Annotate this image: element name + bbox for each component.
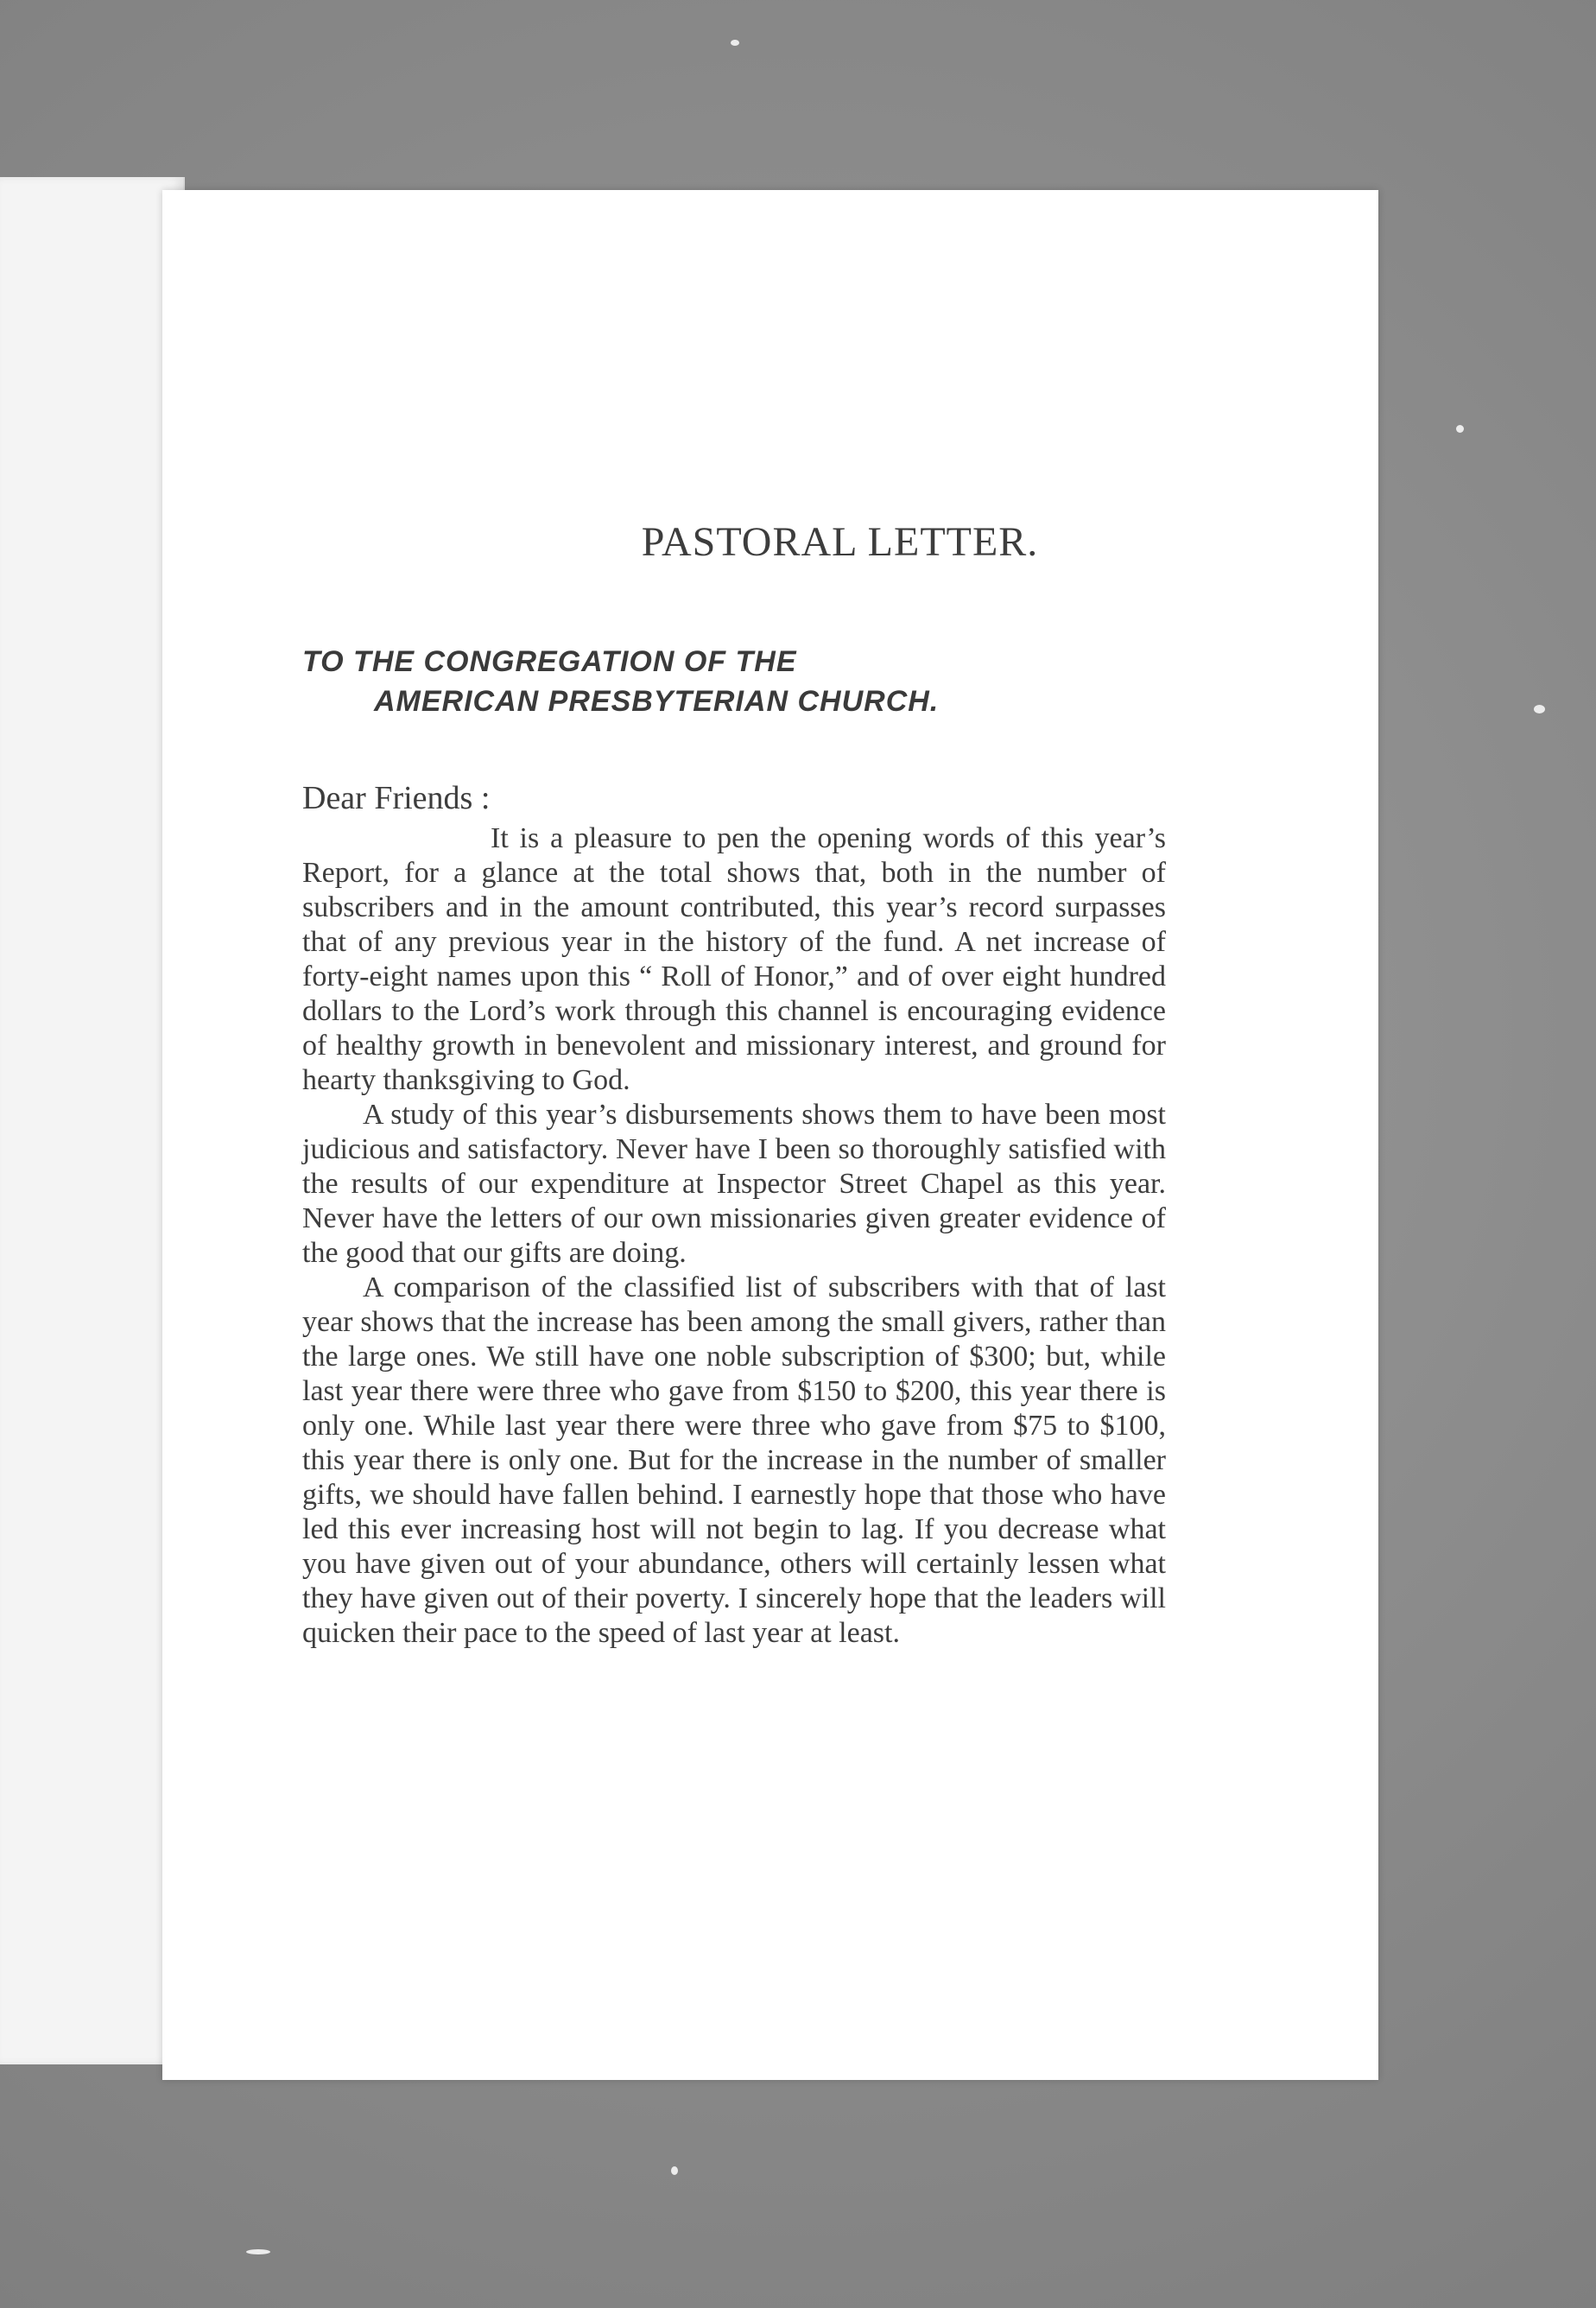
left-page-edge	[0, 177, 185, 2064]
paragraph-2: A study of this year’s disbursements shows them to have been most judicious and satisfactory. Never have I been so thoroughly satisfied with the results of our expenditure at Inspector Street Chapel as this year. Never have the letters of our own missionaries given greater evidence of the good that our gifts are doing.	[302, 1099, 1166, 1269]
page-content	[302, 518, 1313, 1651]
document-page	[162, 190, 1378, 2080]
dust-speck	[1456, 425, 1464, 433]
letter-body	[302, 821, 1166, 1651]
address-line-1: TO THE CONGREGATION OF THE	[302, 645, 797, 678]
dust-speck	[1534, 705, 1545, 713]
address-line-2: AMERICAN PRESBYTERIAN CHURCH.	[374, 685, 940, 718]
dust-speck	[731, 40, 739, 46]
page-title: PASTORAL LETTER.	[641, 519, 1039, 565]
address-block	[302, 642, 1313, 721]
salutation: Dear Friends :	[302, 780, 491, 816]
dust-speck	[671, 2166, 678, 2175]
paragraph-1: It is a pleasure to pen the opening words of this year’s Report, for a glance at the total shows that, both in the number of subscribers and in the amount contributed, this year’s record surpasses that of any previous year in the history of the fund. A net increase of forty-eight names upon this “ Roll of Honor,” and of over eight hundred dollars to the Lord’s work through this channel is encouraging evidence of healthy growth in benevolent and missionary interest, and ground for hearty thanksgiving to God.	[302, 822, 1166, 1096]
dust-speck	[246, 2249, 270, 2254]
paragraph-3: A comparison of the classified list of subscribers with that of last year shows that the increase has been among the small givers, rather than the large ones. We still have one noble subscription of $300; but, while last year there were three who gave from $150 to $200, this year there is only one. While last year there were three who gave from $75 to $100, this year there is only one. But for the increase in the number of smaller gifts, we should have fallen behind. I earnestly hope that those who have led this ever increasing host will not begin to lag. If you decrease what you have given out of your abundance, others will certainly lessen what they have given out of their poverty. I sincerely hope that the leaders will quicken their pace to the speed of last year at least.	[302, 1271, 1166, 1649]
